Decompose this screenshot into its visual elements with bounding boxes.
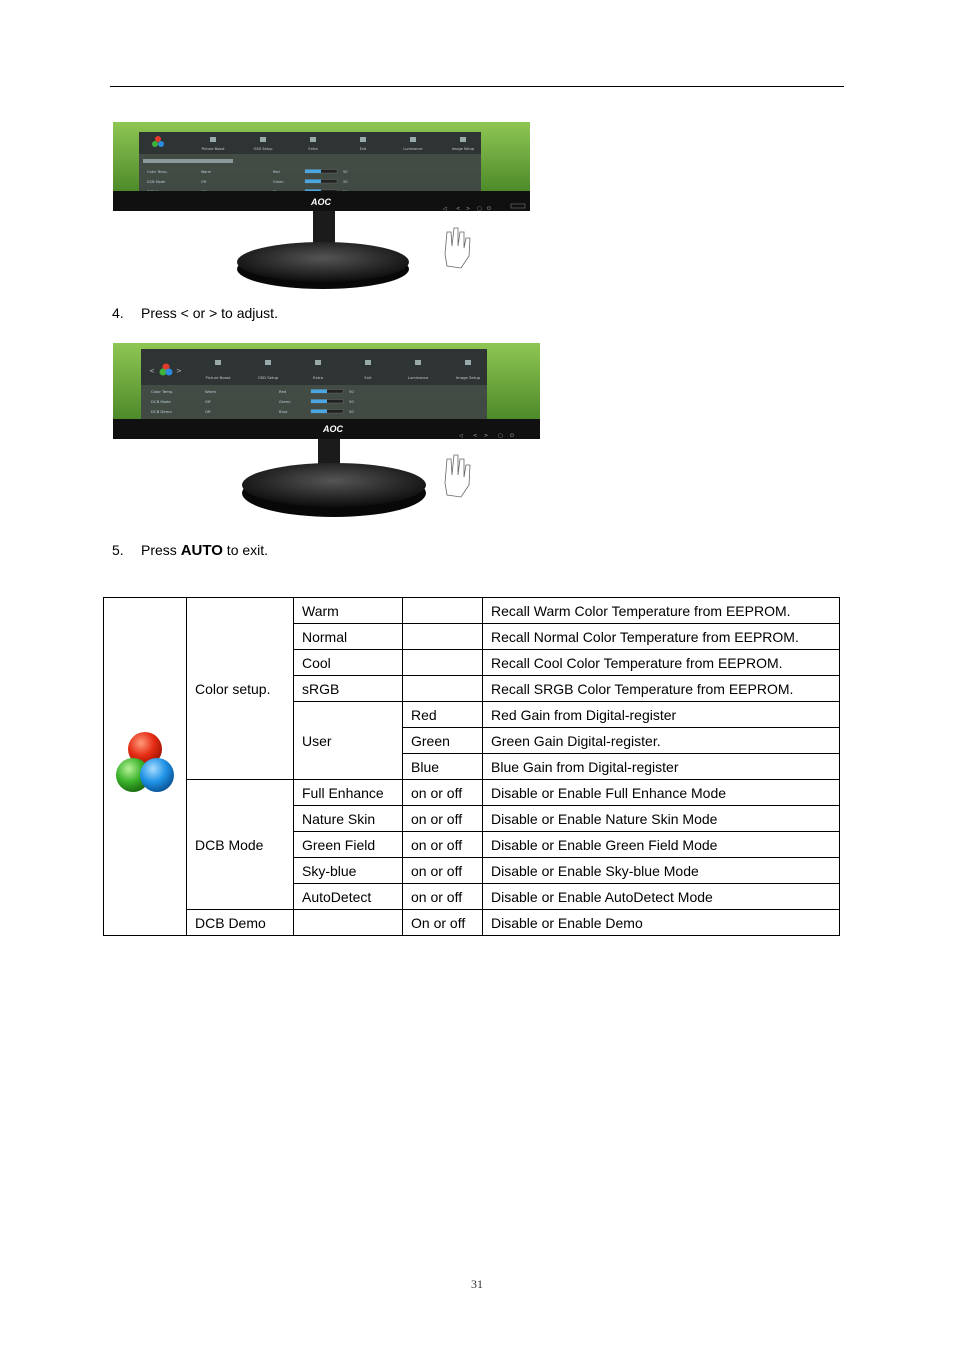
blue-description: Blue Gain from Digital-register: [483, 754, 840, 780]
osd-slider-fill: [311, 410, 327, 414]
step-4-number: 4.: [112, 305, 124, 321]
osd-tab-label: Exit: [359, 147, 367, 151]
dcb-demo-description: Disable or Enable Demo: [483, 910, 840, 936]
step-4-text: Press < or > to adjust.: [141, 305, 278, 321]
warm-description: Recall Warm Color Temperature from EEPROM.: [483, 598, 840, 624]
green-field-range: on or off: [403, 832, 483, 858]
sky-blue-description: Disable or Enable Sky-blue Mode: [483, 858, 840, 884]
blue-sub: Blue: [403, 754, 483, 780]
svg-text:◁: ◁: [443, 206, 447, 212]
brand-logo: AOC: [311, 197, 331, 207]
osd-slider-label: Red: [279, 389, 287, 394]
svg-text:>: >: [176, 367, 182, 375]
dcb-demo-item: [294, 910, 403, 936]
warm-range: [403, 598, 483, 624]
osd-tab-label: Picture Boost: [201, 147, 225, 151]
osd-slider-value: 50: [349, 409, 354, 414]
autodetect-item: AutoDetect: [294, 884, 403, 910]
osd-tab-label: Luminance: [403, 147, 423, 151]
color-setup-icon-cell: [104, 598, 187, 936]
osd-tab-icon: [210, 137, 216, 142]
osd-slider-value: 50: [349, 389, 354, 394]
monitor-illustration-1: [113, 122, 531, 292]
osd-tab-icon: [415, 360, 421, 365]
osd-tab-icon: [265, 360, 271, 365]
svg-text:<: <: [473, 433, 478, 439]
full-enhance-description: Disable or Enable Full Enhance Mode: [483, 780, 840, 806]
nature-skin-description: Disable or Enable Nature Skin Mode: [483, 806, 840, 832]
cool-description: Recall Cool Color Temperature from EEPROM.: [483, 650, 840, 676]
dcb-mode-label: DCB Mode: [187, 780, 294, 910]
green-sub: Green: [403, 728, 483, 754]
page-number: 31: [471, 1277, 483, 1291]
osd-row-value: Off: [205, 409, 211, 414]
normal-description: Recall Normal Color Temperature from EEPROM.: [483, 624, 840, 650]
osd-tab-icon: [365, 360, 371, 365]
nature-skin-range: on or off: [403, 806, 483, 832]
dcb-demo-range: On or off: [403, 910, 483, 936]
svg-text:<: <: [149, 367, 155, 375]
brand-logo-2: AOC: [323, 424, 343, 434]
svg-text:⏻: ⏻: [510, 433, 514, 439]
sky-blue-range: on or off: [403, 858, 483, 884]
osd-slider-label: Blue: [279, 409, 288, 414]
osd-slider-label: Red: [273, 170, 280, 174]
normal-item: Normal: [294, 624, 403, 650]
osd-tab-icon: [460, 137, 466, 142]
osd-slider-fill: [311, 390, 327, 394]
green-description: Green Gain Digital-register.: [483, 728, 840, 754]
cool-item: Cool: [294, 650, 403, 676]
osd-row-value: Off: [201, 180, 207, 184]
osd-tab-label: Picture Boost: [205, 375, 231, 380]
step-5-rest: to exit.: [222, 542, 269, 558]
svg-text:▢: ▢: [498, 433, 503, 439]
red-description: Red Gain from Digital-register: [483, 702, 840, 728]
osd-row-label: DCB Mode: [151, 399, 171, 404]
osd-slider-value: 50: [343, 180, 348, 184]
osd-tab-label: Luminance: [407, 375, 429, 380]
srgb-range: [403, 676, 483, 702]
osd-tab-icon: [465, 360, 471, 365]
osd-tab-label: Extra: [308, 147, 318, 151]
nature-skin-item: Nature Skin: [294, 806, 403, 832]
osd-tab-icon: [315, 360, 321, 365]
osd-tab-icon: [260, 137, 266, 142]
osd-row-label: Color Temp.: [147, 170, 168, 174]
osd-tab-label: Extra: [312, 375, 324, 380]
osd-tab-label: OSD Setup: [257, 375, 279, 380]
normal-range: [403, 624, 483, 650]
color-circles-icon: [115, 729, 175, 801]
color-setup-label: Color setup.: [187, 598, 294, 780]
osd-slider-label: Green: [279, 399, 291, 404]
step-4: [112, 305, 278, 321]
osd-tab-label: Exit: [364, 375, 372, 380]
full-enhance-range: on or off: [403, 780, 483, 806]
table-row: [104, 910, 840, 936]
green-field-item: Green Field: [294, 832, 403, 858]
hand-pointer-icon-2: [445, 455, 470, 497]
svg-text:◁: ◁: [459, 433, 463, 439]
osd-row-value: Warm: [201, 170, 212, 174]
osd-tab-label: Image Setup: [451, 147, 475, 151]
user-item: User: [294, 702, 403, 780]
osd-row-label: Color Temp.: [151, 389, 174, 394]
srgb-item: sRGB: [294, 676, 403, 702]
autodetect-range: on or off: [403, 884, 483, 910]
green-field-description: Disable or Enable Green Field Mode: [483, 832, 840, 858]
osd-row-label: DCB Demo: [151, 409, 172, 414]
osd-tab-label: OSD Setup: [253, 147, 273, 151]
srgb-description: Recall SRGB Color Temperature from EEPROM.: [483, 676, 840, 702]
step-5-number: 5.: [112, 542, 124, 558]
osd-row-label: DCB Mode: [147, 180, 166, 184]
osd-slider-label: Green: [273, 180, 284, 184]
osd-row-value: Off: [205, 399, 211, 404]
full-enhance-item: Full Enhance: [294, 780, 403, 806]
osd-tab-icon: [410, 137, 416, 142]
svg-text:▢: ▢: [477, 206, 482, 212]
osd-slider-fill: [311, 400, 327, 404]
svg-text:⏻: ⏻: [487, 206, 491, 212]
svg-text:<: <: [456, 206, 461, 212]
step-5: [112, 542, 268, 559]
monitor-illustration-2: [113, 343, 541, 521]
auto-key-label: AUTO: [180, 542, 223, 559]
table-row: [104, 598, 840, 624]
osd-tab-icon: [215, 360, 221, 365]
table-row: [104, 780, 840, 806]
osd-slider-value: 50: [349, 399, 354, 404]
osd-slider-fill: [305, 170, 321, 174]
osd-slider-value: 50: [343, 170, 348, 174]
osd-tab-icon: [360, 137, 366, 142]
dcb-demo-label: DCB Demo: [187, 910, 294, 936]
header-rule: [110, 86, 844, 87]
hand-pointer-icon: [445, 228, 470, 268]
color-setup-table: [103, 597, 840, 936]
step-5-press: Press: [141, 542, 181, 558]
color-setup-icon: [155, 136, 161, 142]
autodetect-description: Disable or Enable AutoDetect Mode: [483, 884, 840, 910]
osd-tab-icon: [310, 137, 316, 142]
svg-text:>: >: [484, 433, 489, 439]
cool-range: [403, 650, 483, 676]
warm-item: Warm: [294, 598, 403, 624]
osd-slider-fill: [305, 180, 321, 184]
osd-row-value: Warm: [205, 389, 217, 394]
svg-text:>: >: [466, 206, 471, 212]
red-sub: Red: [403, 702, 483, 728]
sky-blue-item: Sky-blue: [294, 858, 403, 884]
osd-tab-label: Image Setup: [455, 375, 481, 380]
